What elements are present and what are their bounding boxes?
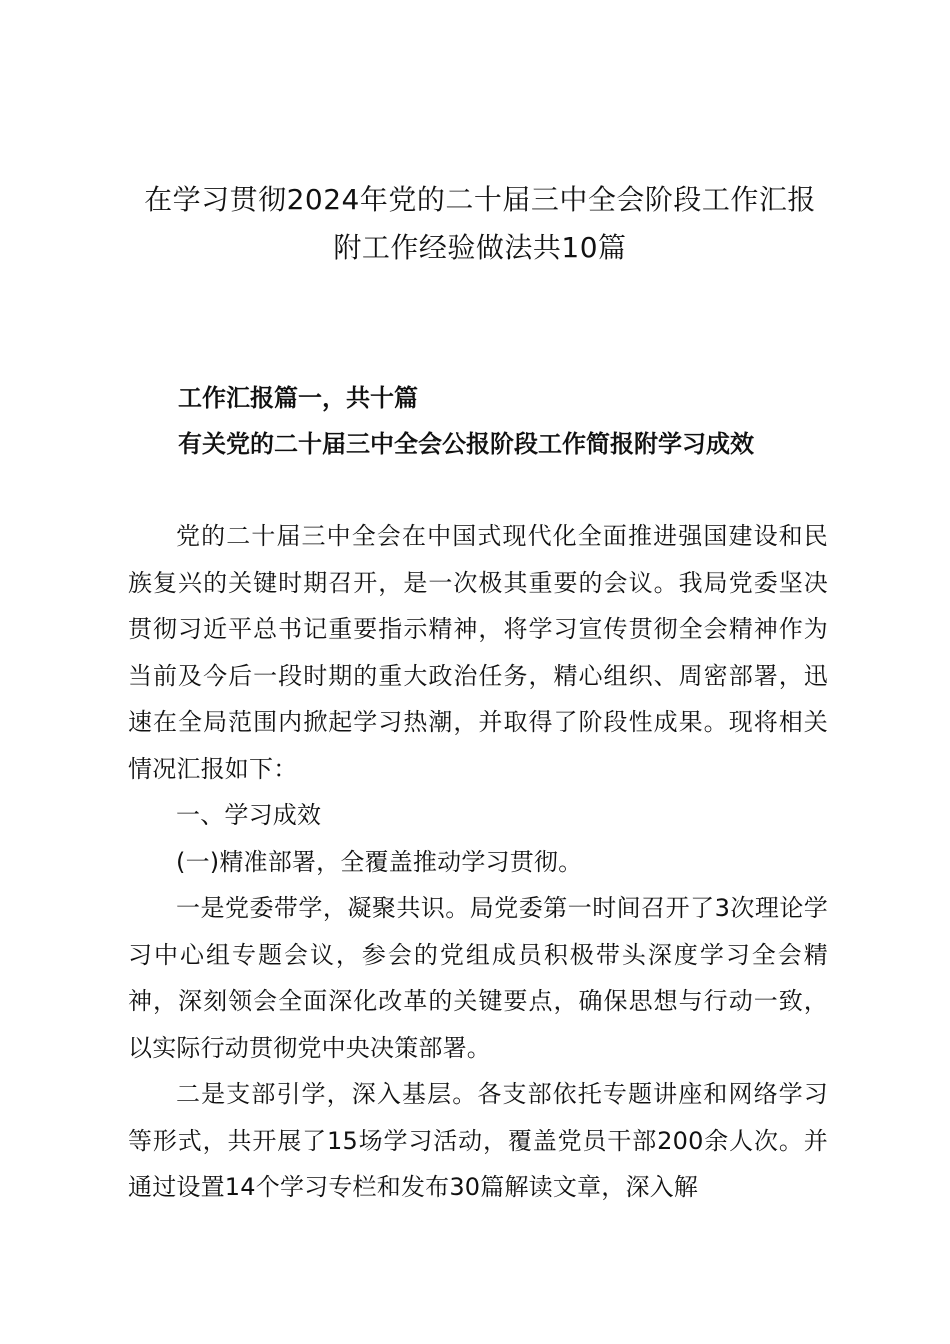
paragraph-branches-guide: 二是支部引学，深入基层。各支部依托专题讲座和网络学习等形式，共开展了15场学习活动，覆盖党员干部200余人次。并通过设置14个学习专栏和发布30篇解读文章，深入解 <box>128 1080 828 1201</box>
document-body <box>128 513 828 1211</box>
document-title-line-2: 附工作经验做法共10篇 <box>333 231 627 264</box>
intro-paragraph: 党的二十届三中全会在中国式现代化全面推进强国建设和民族复兴的关键时期召开，是一次极其重要的会议。我局党委坚决贯彻习近平总书记重要指示精神，将学习宣传贯彻全会精神作为当前及今后一段时期的重大政治任务，精心组织、周密部署，迅速在全局范围内掀起学习热潮，并取得了阶段性成果。现将相关情况汇报如下： <box>128 522 828 783</box>
section-heading: 工作汇报篇一，共十篇 <box>178 384 418 412</box>
paragraph-party-committee-leads: 一是党委带学，凝聚共识。局党委第一时间召开了3次理论学习中心组专题会议，参会的党组成员积极带头深度学习全会精神，深刻领会全面深化改革的关键要点，确保思想与行动一致，以实际行动贯彻党中央决策部署。 <box>128 894 828 1062</box>
document-title-line-1: 在学习贯彻2024年党的二十届三中全会阶段工作汇报 <box>144 183 816 216</box>
heading-learning-results: 一、学习成效 <box>176 801 322 829</box>
section-subtitle: 有关党的二十届三中全会公报阶段工作简报附学习成效 <box>178 430 754 458</box>
subheading-precise-deployment: (一)精准部署，全覆盖推动学习贯彻。 <box>176 847 583 876</box>
